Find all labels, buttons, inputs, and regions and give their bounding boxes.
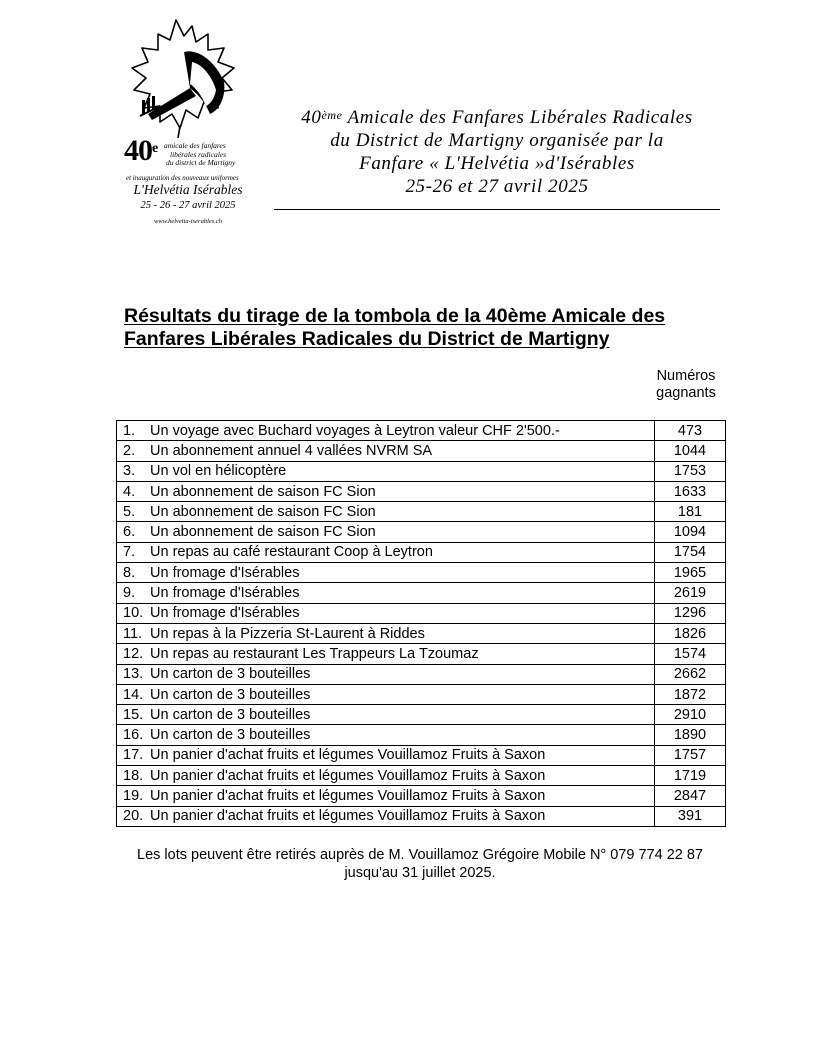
logo-inauguration: et inauguration des nouveaux uniformes — [126, 174, 239, 182]
title-line-2: Fanfares Libérales Radicales du District de Martigny — [124, 328, 610, 350]
prize-rank: 10. — [123, 605, 144, 622]
logo-name: L'Helvétia Isérables — [133, 182, 243, 197]
prize-label: Un carton de 3 bouteilles — [150, 686, 311, 703]
winning-number: 391 — [655, 806, 726, 826]
logo-anniversary — [124, 136, 258, 172]
table-row — [117, 421, 726, 441]
prize-cell — [117, 623, 655, 643]
table-row — [117, 522, 726, 542]
winning-number: 1719 — [655, 766, 726, 786]
pickup-note — [100, 846, 740, 882]
column-header-line-2: gagnants — [656, 385, 716, 401]
winning-number: 1094 — [655, 522, 726, 542]
header-line-1-rest: Amicale des Fanfares Libérales Radicales — [342, 107, 693, 128]
logo-subtitle — [164, 142, 260, 168]
header-line-1: 40ème Amicale des Fanfares Libérales Radicales — [301, 107, 693, 128]
winning-number: 1753 — [655, 461, 726, 481]
prize-cell — [117, 441, 655, 461]
prize-cell — [117, 421, 655, 441]
winning-number: 473 — [655, 421, 726, 441]
prize-cell — [117, 806, 655, 826]
winning-number: 1044 — [655, 441, 726, 461]
winning-number: 1296 — [655, 603, 726, 623]
header-line-2: du District de Martigny organisée par la — [330, 130, 664, 151]
winning-number: 1754 — [655, 542, 726, 562]
header-line-3: Fanfare « L'Helvétia »d'Isérables — [359, 153, 635, 174]
table-row — [117, 664, 726, 684]
table-row — [117, 441, 726, 461]
prize-rank: 17. — [123, 747, 144, 764]
prize-cell — [117, 766, 655, 786]
prize-label: Un repas au café restaurant Coop à Leytron — [150, 544, 433, 561]
logo-anniversary-number: 40e — [124, 134, 158, 167]
prize-label: Un panier d'achat fruits et légumes Vouillamoz Fruits à Saxon — [150, 767, 546, 784]
prize-rank: 6. — [123, 524, 136, 541]
table-row — [117, 766, 726, 786]
prize-label: Un fromage d'Isérables — [150, 605, 300, 622]
pickup-note-line-1: Les lots peuvent être retirés auprès de M. Vouillamoz Grégoire Mobile N° 079 774 22 87 — [137, 847, 703, 863]
prize-rank: 20. — [123, 808, 144, 825]
winning-number: 181 — [655, 502, 726, 522]
table-row — [117, 705, 726, 725]
title-line-1: Résultats du tirage de la tombola de la 40ème Amicale des — [124, 305, 666, 327]
prize-cell — [117, 563, 655, 583]
prize-rank: 5. — [123, 503, 136, 520]
prize-cell — [117, 725, 655, 745]
winning-number: 1872 — [655, 684, 726, 704]
logo-website: www.helvetia-iserables.ch — [153, 218, 223, 225]
prize-rank: 9. — [123, 585, 136, 602]
header-divider — [274, 209, 720, 210]
table-row — [117, 644, 726, 664]
prize-label: Un carton de 3 bouteilles — [150, 727, 311, 744]
winning-number: 1757 — [655, 745, 726, 765]
prize-label: Un carton de 3 bouteilles — [150, 666, 311, 683]
column-header-line-1: Numéros — [656, 368, 716, 384]
prize-cell — [117, 481, 655, 501]
prize-cell — [117, 583, 655, 603]
winning-number: 2619 — [655, 583, 726, 603]
winning-number: 1826 — [655, 623, 726, 643]
prize-cell — [117, 664, 655, 684]
table-row — [117, 542, 726, 562]
table-row — [117, 806, 726, 826]
prize-cell — [117, 522, 655, 542]
prize-cell — [117, 542, 655, 562]
prize-label: Un repas à la Pizzeria St-Laurent à Riddes — [150, 625, 425, 642]
logo-anniversary-suffix: e — [152, 141, 158, 156]
prize-rank: 14. — [123, 686, 144, 703]
prize-rank: 8. — [123, 564, 136, 581]
prize-rank: 7. — [123, 544, 136, 561]
prize-label: Un panier d'achat fruits et légumes Vouillamoz Fruits à Saxon — [150, 787, 546, 804]
header-line-4: 25-26 et 27 avril 2025 — [405, 176, 589, 197]
prize-rank: 3. — [123, 463, 136, 480]
helvetia-logo — [118, 18, 258, 225]
prize-rank: 18. — [123, 767, 144, 784]
table-row — [117, 603, 726, 623]
logo-subtitle-line: du district de Martigny — [166, 158, 236, 167]
logo-subtitle-line: amicale des fanfares — [164, 141, 226, 150]
prize-label: Un panier d'achat fruits et légumes Vouillamoz Fruits à Saxon — [150, 747, 546, 764]
prize-rank: 15. — [123, 706, 144, 723]
winning-number: 2662 — [655, 664, 726, 684]
table-row — [117, 684, 726, 704]
table-row — [117, 563, 726, 583]
prize-cell — [117, 502, 655, 522]
document-title — [124, 305, 724, 351]
table-row — [117, 786, 726, 806]
prize-label: Un abonnement de saison FC Sion — [150, 483, 376, 500]
prize-rank: 11. — [123, 625, 143, 642]
table-row — [117, 481, 726, 501]
table-row — [117, 745, 726, 765]
prize-label: Un abonnement annuel 4 vallées NVRM SA — [150, 442, 433, 459]
prize-cell — [117, 786, 655, 806]
prize-cell — [117, 461, 655, 481]
prize-rank: 19. — [123, 787, 144, 804]
event-header — [274, 106, 720, 198]
prize-cell — [117, 705, 655, 725]
prize-rank: 16. — [123, 727, 144, 744]
prize-cell — [117, 644, 655, 664]
prize-rank: 13. — [123, 666, 144, 683]
table-row — [117, 583, 726, 603]
winning-number: 2847 — [655, 786, 726, 806]
prize-label: Un fromage d'Isérables — [150, 585, 300, 602]
logo-dates: 25 - 26 - 27 avril 2025 — [140, 200, 236, 211]
prize-label: Un abonnement de saison FC Sion — [150, 524, 376, 541]
prize-table-body — [117, 421, 726, 827]
winning-number: 1890 — [655, 725, 726, 745]
logo-subtitle-line: libérales radicales — [170, 149, 227, 159]
prize-cell — [117, 684, 655, 704]
prize-rank: 2. — [123, 442, 136, 459]
prize-rank: 1. — [123, 422, 136, 439]
prize-label: Un panier d'achat fruits et légumes Vouillamoz Fruits à Saxon — [150, 808, 546, 825]
prize-table — [116, 420, 726, 827]
prize-label: Un repas au restaurant Les Trappeurs La Tzoumaz — [150, 645, 479, 662]
prize-rank: 12. — [123, 645, 144, 662]
winning-number: 1965 — [655, 563, 726, 583]
prize-label: Un abonnement de saison FC Sion — [150, 503, 376, 520]
vine-leaf-horn-logo-icon — [126, 18, 242, 138]
prize-label: Un vol en hélicoptère — [150, 463, 287, 480]
winning-numbers-header — [644, 368, 728, 402]
winning-number: 2910 — [655, 705, 726, 725]
pickup-note-line-2: jusqu'au 31 juillet 2025. — [344, 865, 496, 881]
table-row — [117, 461, 726, 481]
winning-number: 1574 — [655, 644, 726, 664]
prize-rank: 4. — [123, 483, 136, 500]
table-row — [117, 623, 726, 643]
prize-label: Un carton de 3 bouteilles — [150, 706, 311, 723]
table-row — [117, 502, 726, 522]
prize-cell — [117, 603, 655, 623]
prize-cell — [117, 745, 655, 765]
prize-label: Un voyage avec Buchard voyages à Leytron valeur CHF 2'500.- — [150, 422, 560, 439]
header-superscript: ème — [321, 108, 343, 122]
winning-number: 1633 — [655, 481, 726, 501]
table-row — [117, 725, 726, 745]
prize-label: Un fromage d'Isérables — [150, 564, 300, 581]
